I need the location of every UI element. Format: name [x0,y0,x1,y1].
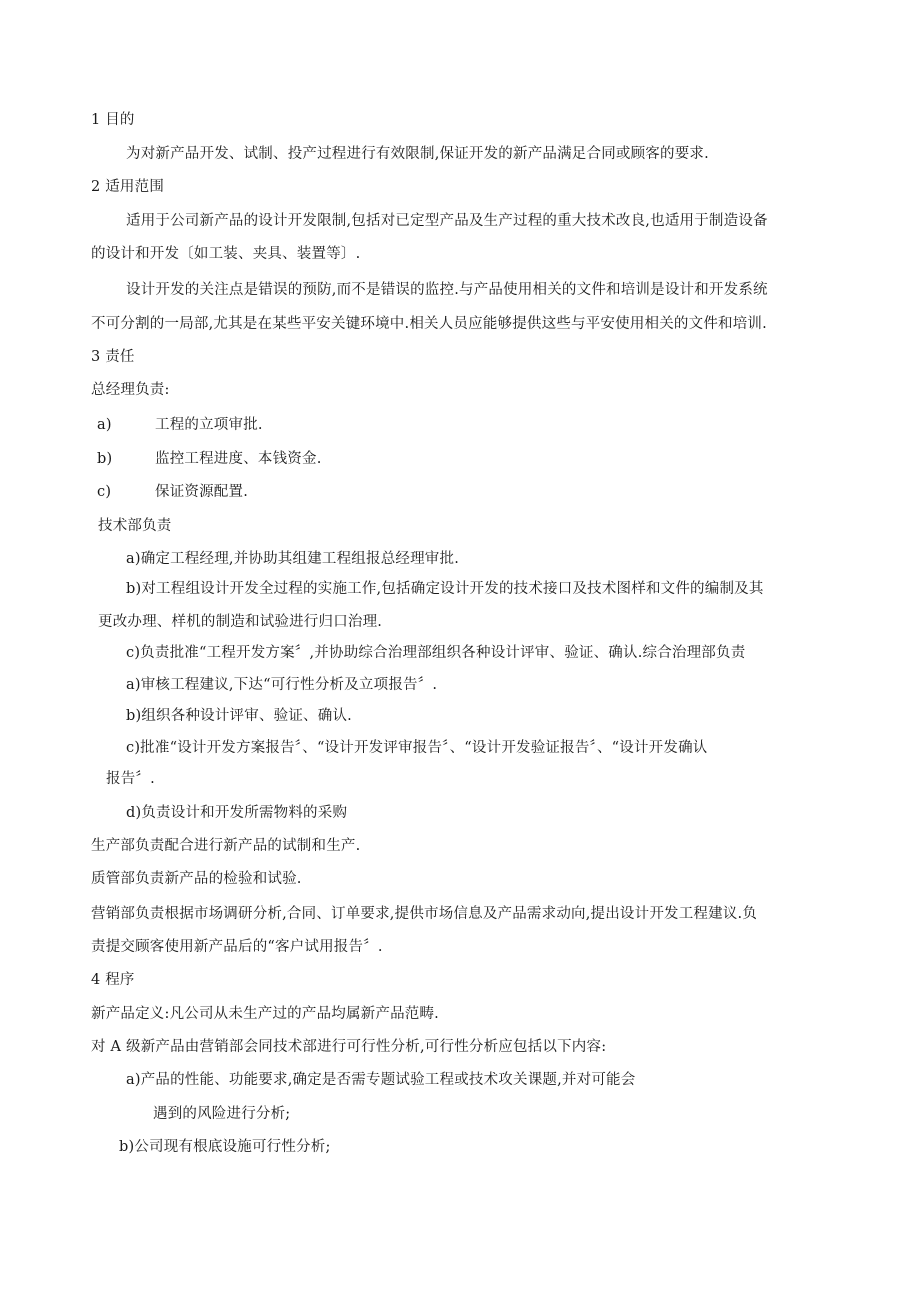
tech-item-a: a)确定工程经理,并协助其组建工程组报总经理审批. [126,551,460,567]
list-item [97,449,322,469]
feasibility-item-a-line-2: 遇到的风险进行分析; [153,1106,291,1122]
marketing-dept-line-1: 营销部负责根据市场调研分析,合同、订单要求,提供市场信息及产品需求动向,提出设计开发工程建议.负 [91,906,758,922]
scope-paragraph-2-line-1: 设计开发的关注点是错误的预防,而不是错误的监控.与产品使用相关的文件和培训是设计和开发系统 [126,282,768,298]
qa-dept-line: 质管部负责新产品的检验和试验. [91,871,302,887]
admin-item-d: d)负责设计和开发所需物料的采购 [126,805,348,821]
list-item [97,482,248,502]
admin-item-b: b)组织各种设计评审、验证、确认. [126,708,352,724]
gm-responsibility-heading: 总经理负责: [91,382,170,398]
new-product-definition: 新产品定义:凡公司从未生产过的产品均属新产品范畴. [91,1006,439,1022]
list-item [97,415,263,435]
tech-item-c: c)负责批准“工程开发方案〞,并协助综合治理部组织各种设计评审、验证、确认.综合治理部负责 [126,645,746,661]
list-item-label: c) [97,484,112,500]
admin-item-c-line-2: 报告〞. [106,771,155,787]
section-1-paragraph: 为对新产品开发、试制、投产过程进行有效限制,保证开发的新产品满足合同或顾客的要求. [126,146,709,162]
list-item-text: 工程的立项审批. [155,417,263,433]
feasibility-item-b: b)公司现有根底设施可行性分析; [119,1139,331,1155]
scope-paragraph-1-line-1: 适用于公司新产品的设计开发限制,包括对已定型产品及生产过程的重大技术改良,也适用于制造设备 [126,213,768,229]
marketing-dept-line-2: 责提交顾客使用新产品后的“客户试用报告〞. [91,939,383,955]
section-3-heading: 3 责任 [91,349,135,365]
list-item-label: a) [97,417,112,433]
feasibility-item-a-line-1: a)产品的性能、功能要求,确定是否需专题试验工程或技术攻关课题,并对可能会 [126,1072,636,1088]
tech-item-b-line-2: 更改办理、样机的制造和试验进行归口治理. [98,614,383,630]
admin-item-c-line-1: c)批准“设计开发方案报告〞、“设计开发评审报告〞、“设计开发验证报告〞、“设计开发确认 [126,740,708,756]
tech-item-b-line-1: b)对工程组设计开发全过程的实施工作,包括确定设计开发的技术接口及技术图样和文件的编制及其 [126,581,764,597]
list-item-text: 保证资源配置. [155,484,249,500]
section-1-heading: 1 目的 [91,112,135,128]
admin-item-a: a)审核工程建议,下达“可行性分析及立项报告〞. [126,677,438,693]
list-item-text: 监控工程进度、本钱资金. [155,451,322,467]
feasibility-intro: 对 A 级新产品由营销部会同技术部进行可行性分析,可行性分析应包括以下内容: [91,1039,607,1055]
section-4-heading: 4 程序 [91,972,135,988]
tech-responsibility-heading: 技术部负责 [98,518,172,534]
scope-paragraph-2-line-2: 不可分割的一局部,尤其是在某些平安关键环境中.相关人员应能够提供这些与平安使用相关的文件和培训. [91,316,767,332]
list-item-label: b) [97,451,113,467]
scope-paragraph-1-line-2: 的设计和开发〔如工装、夹具、装置等〕. [91,246,361,262]
section-2-heading: 2 适用范围 [91,179,165,195]
production-dept-line: 生产部负责配合进行新产品的试制和生产. [91,838,361,854]
